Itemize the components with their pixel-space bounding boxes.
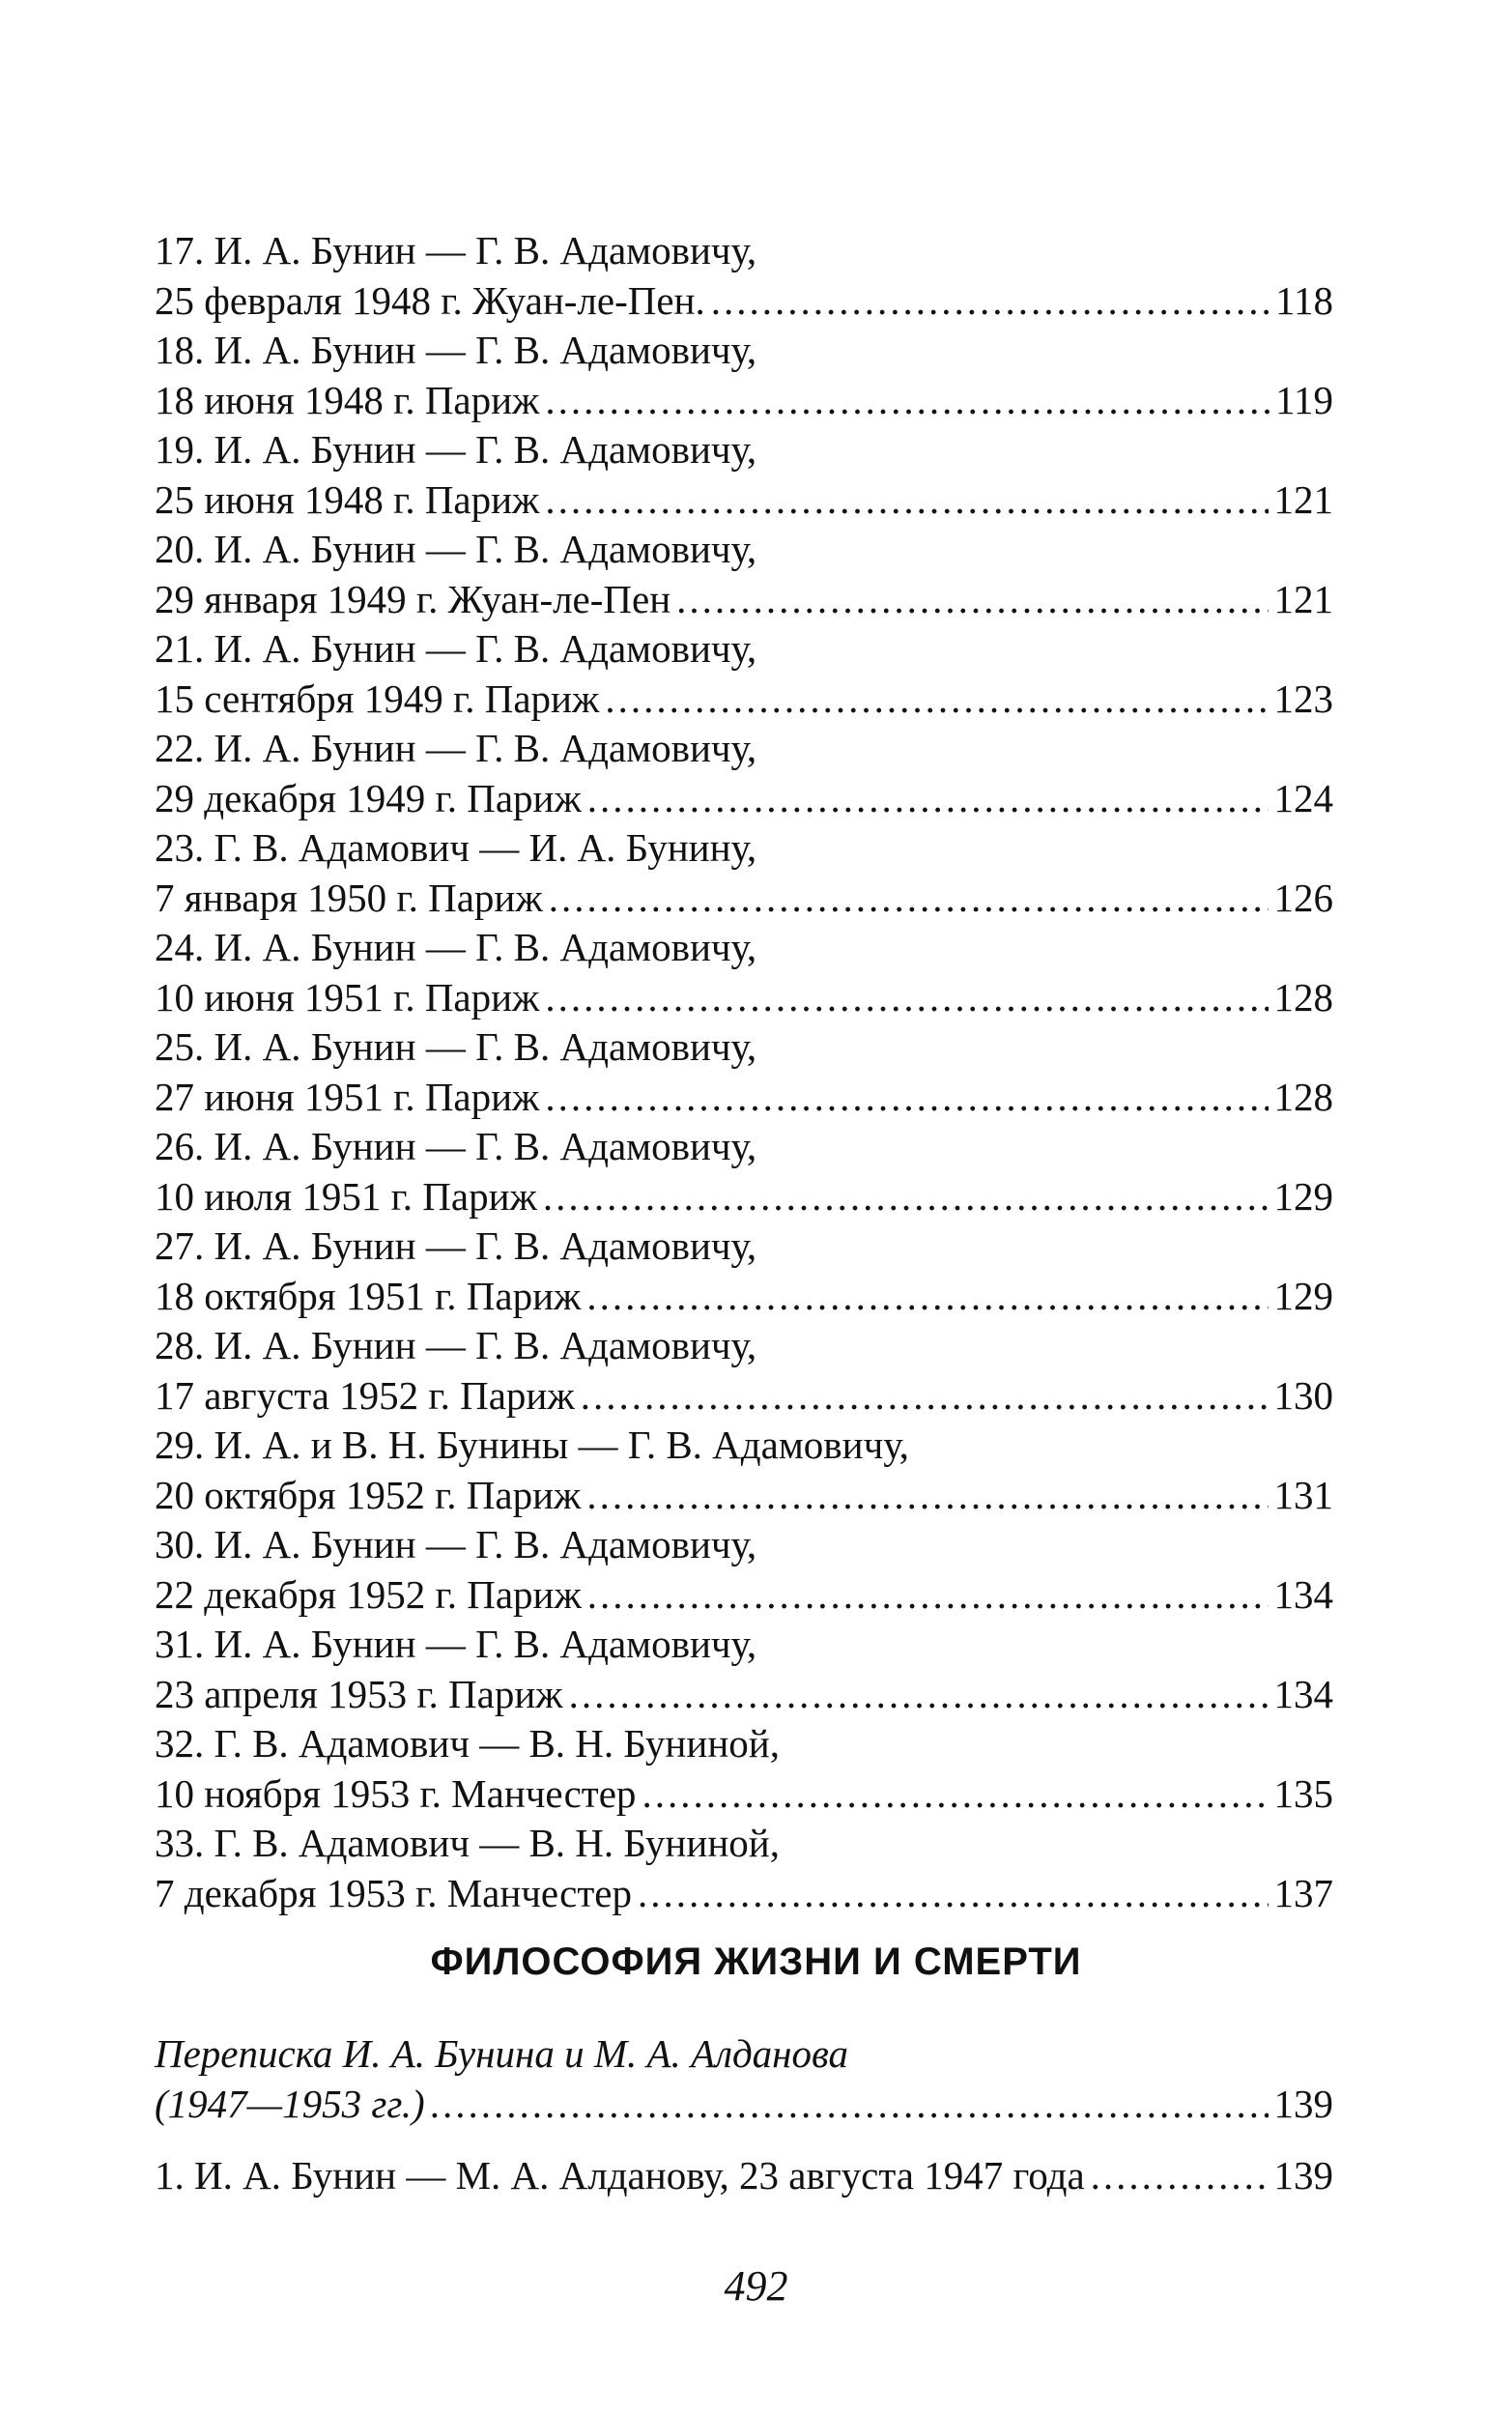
entry-date-place: 18 июня 1948 г. Париж bbox=[155, 377, 540, 422]
dot-leader bbox=[605, 675, 1268, 725]
entry-page-number: 134 bbox=[1273, 1571, 1333, 1617]
dot-leader bbox=[587, 1570, 1269, 1621]
toc-entry-date-line bbox=[155, 376, 1333, 426]
page-number: 492 bbox=[724, 2262, 788, 2310]
dot-leader bbox=[587, 774, 1269, 824]
entry-correspondents: 31. И. А. Бунин — Г. В. Адамовичу, bbox=[155, 1622, 757, 1666]
toc-entry-heading bbox=[155, 724, 1333, 774]
entry-page-number: 129 bbox=[1273, 1173, 1333, 1219]
first-entry-block bbox=[155, 2151, 1333, 2201]
toc-entry-heading bbox=[155, 1819, 1333, 1869]
section-subtitle bbox=[155, 2029, 1333, 2129]
entry-correspondents: 30. И. А. Бунин — Г. В. Адамовичу, bbox=[155, 1522, 757, 1566]
toc-entry-date-line bbox=[155, 1769, 1333, 1820]
toc-entry-date-line bbox=[155, 973, 1333, 1023]
subtitle-page-number: 139 bbox=[1273, 2081, 1333, 2126]
entry-date-place: 23 апреля 1953 г. Париж bbox=[155, 1671, 563, 1716]
entry-page-number: 123 bbox=[1273, 675, 1333, 721]
entry-page-number: 121 bbox=[1273, 576, 1333, 621]
entry-correspondents: 25. И. А. Бунин — Г. В. Адамовичу, bbox=[155, 1024, 757, 1069]
dot-leader bbox=[676, 575, 1268, 625]
toc-entry-date-line bbox=[155, 1272, 1333, 1322]
dot-leader bbox=[1091, 2151, 1269, 2201]
toc-entry-date-line bbox=[155, 575, 1333, 625]
toc-entry-heading bbox=[155, 1719, 1333, 1769]
subtitle-line-2 bbox=[155, 2080, 1333, 2130]
dot-leader bbox=[642, 1769, 1268, 1820]
toc-entry-date-line bbox=[155, 475, 1333, 526]
entry-page-number: 130 bbox=[1273, 1372, 1333, 1418]
toc-entry-heading bbox=[155, 525, 1333, 575]
toc-entry-date-line bbox=[155, 774, 1333, 824]
entry-correspondents: 20. И. А. Бунин — Г. В. Адамовичу, bbox=[155, 527, 757, 571]
entry-correspondents: 33. Г. В. Адамович — В. Н. Буниной, bbox=[155, 1821, 780, 1865]
entry-date-place: 17 августа 1952 г. Париж bbox=[155, 1372, 575, 1418]
toc-entry-heading bbox=[155, 1321, 1333, 1371]
entry-date-place: 29 декабря 1949 г. Париж bbox=[155, 775, 582, 820]
first-entry-page-number: 139 bbox=[1273, 2153, 1333, 2198]
entry-date-place: 7 декабря 1953 г. Манчестер bbox=[155, 1870, 632, 1915]
entry-page-number: 128 bbox=[1273, 974, 1333, 1020]
dot-leader bbox=[586, 1272, 1268, 1322]
toc-entry-heading bbox=[155, 923, 1333, 973]
entry-page-number: 129 bbox=[1273, 1273, 1333, 1318]
dot-leader bbox=[581, 1371, 1269, 1422]
entry-page-number: 124 bbox=[1273, 775, 1333, 820]
first-entry-text: 1. И. А. Бунин — М. А. Алданову, 23 августа 1947 года bbox=[155, 2153, 1085, 2198]
toc-entry-date-line bbox=[155, 1371, 1333, 1422]
dot-leader bbox=[431, 2080, 1269, 2130]
toc-entry-heading bbox=[155, 1520, 1333, 1570]
entry-page-number: 118 bbox=[1275, 277, 1333, 323]
table-of-contents bbox=[155, 226, 1333, 1918]
entry-correspondents: 18. И. А. Бунин — Г. В. Адамовичу, bbox=[155, 328, 757, 372]
subtitle-line-1 bbox=[155, 2029, 1333, 2080]
entry-date-place: 15 сентября 1949 г. Париж bbox=[155, 675, 600, 721]
entry-page-number: 131 bbox=[1273, 1472, 1333, 1517]
toc-entry-heading bbox=[155, 823, 1333, 874]
toc-entry-date-line bbox=[155, 1869, 1333, 1919]
entry-page-number: 137 bbox=[1273, 1870, 1333, 1915]
toc-entry-date-line bbox=[155, 1670, 1333, 1720]
entry-correspondents: 21. И. А. Бунин — Г. В. Адамовичу, bbox=[155, 626, 757, 671]
toc-entry-heading bbox=[155, 1022, 1333, 1073]
dot-leader bbox=[711, 276, 1270, 327]
dot-leader bbox=[545, 376, 1270, 426]
entry-page-number: 119 bbox=[1275, 377, 1333, 422]
toc-entry-date-line bbox=[155, 276, 1333, 327]
entry-date-place: 7 января 1950 г. Париж bbox=[155, 875, 543, 920]
entry-correspondents: 27. И. А. Бунин — Г. В. Адамовичу, bbox=[155, 1223, 757, 1268]
dot-leader bbox=[586, 1471, 1268, 1521]
entry-page-number: 121 bbox=[1273, 476, 1333, 522]
entry-correspondents: 32. Г. В. Адамович — В. Н. Буниной, bbox=[155, 1721, 780, 1766]
entry-correspondents: 29. И. А. и В. Н. Бунины — Г. В. Адамовичу, bbox=[155, 1423, 909, 1467]
toc-entry-heading bbox=[155, 1421, 1333, 1471]
dot-leader bbox=[545, 973, 1268, 1023]
toc-entry-date-line bbox=[155, 1570, 1333, 1621]
dot-leader bbox=[545, 475, 1268, 526]
section-title: ФИЛОСОФИЯ ЖИЗНИ И СМЕРТИ bbox=[430, 1940, 1082, 1983]
toc-entry-date-line bbox=[155, 1073, 1333, 1123]
entry-page-number: 126 bbox=[1273, 875, 1333, 920]
entry-date-place: 10 июля 1951 г. Париж bbox=[155, 1173, 537, 1219]
entry-page-number: 135 bbox=[1273, 1770, 1333, 1816]
toc-entry-heading bbox=[155, 1122, 1333, 1172]
entry-date-place: 22 декабря 1952 г. Париж bbox=[155, 1571, 582, 1617]
dot-leader bbox=[545, 1073, 1268, 1123]
entry-date-place: 10 июня 1951 г. Париж bbox=[155, 974, 540, 1020]
entry-date-place: 25 июня 1948 г. Париж bbox=[155, 476, 540, 522]
toc-entry-date-line bbox=[155, 1172, 1333, 1222]
toc-entry-heading bbox=[155, 226, 1333, 276]
entry-date-place: 18 октября 1951 г. Париж bbox=[155, 1273, 582, 1318]
entry-correspondents: 24. И. А. Бунин — Г. В. Адамовичу, bbox=[155, 925, 757, 969]
toc-entry-heading bbox=[155, 1221, 1333, 1272]
entry-date-place: 29 января 1949 г. Жуан-ле-Пен bbox=[155, 576, 671, 621]
first-entry-line bbox=[155, 2151, 1333, 2201]
entry-date-place: 27 июня 1951 г. Париж bbox=[155, 1074, 540, 1119]
toc-entry-date-line bbox=[155, 675, 1333, 725]
subtitle-text-2: (1947—1953 гг.) bbox=[155, 2081, 425, 2126]
toc-entry-heading bbox=[155, 624, 1333, 675]
entry-date-place: 10 ноября 1953 г. Манчестер bbox=[155, 1770, 637, 1816]
subtitle-text-1: Переписка И. А. Бунина и М. А. Алданова bbox=[155, 2031, 849, 2076]
entry-correspondents: 26. И. А. Бунин — Г. В. Адамовичу, bbox=[155, 1124, 757, 1168]
dot-leader bbox=[569, 1670, 1269, 1720]
toc-entry-heading bbox=[155, 326, 1333, 376]
entry-date-place: 25 февраля 1948 г. Жуан-ле-Пен. bbox=[155, 277, 705, 323]
entry-correspondents: 28. И. А. Бунин — Г. В. Адамовичу, bbox=[155, 1323, 757, 1367]
dot-leader bbox=[638, 1869, 1269, 1919]
dot-leader bbox=[549, 874, 1269, 924]
entry-date-place: 20 октября 1952 г. Париж bbox=[155, 1472, 582, 1517]
toc-entry-heading bbox=[155, 425, 1333, 475]
toc-entry-date-line bbox=[155, 874, 1333, 924]
entry-correspondents: 23. Г. В. Адамович — И. А. Бунину, bbox=[155, 825, 757, 870]
entry-correspondents: 17. И. А. Бунин — Г. В. Адамовичу, bbox=[155, 228, 757, 273]
entry-page-number: 128 bbox=[1273, 1074, 1333, 1119]
dot-leader bbox=[543, 1172, 1269, 1222]
toc-entry-date-line bbox=[155, 1471, 1333, 1521]
entry-correspondents: 19. И. А. Бунин — Г. В. Адамовичу, bbox=[155, 427, 757, 472]
entry-correspondents: 22. И. А. Бунин — Г. В. Адамовичу, bbox=[155, 726, 757, 770]
toc-entry-heading bbox=[155, 1620, 1333, 1670]
entry-page-number: 134 bbox=[1273, 1671, 1333, 1716]
